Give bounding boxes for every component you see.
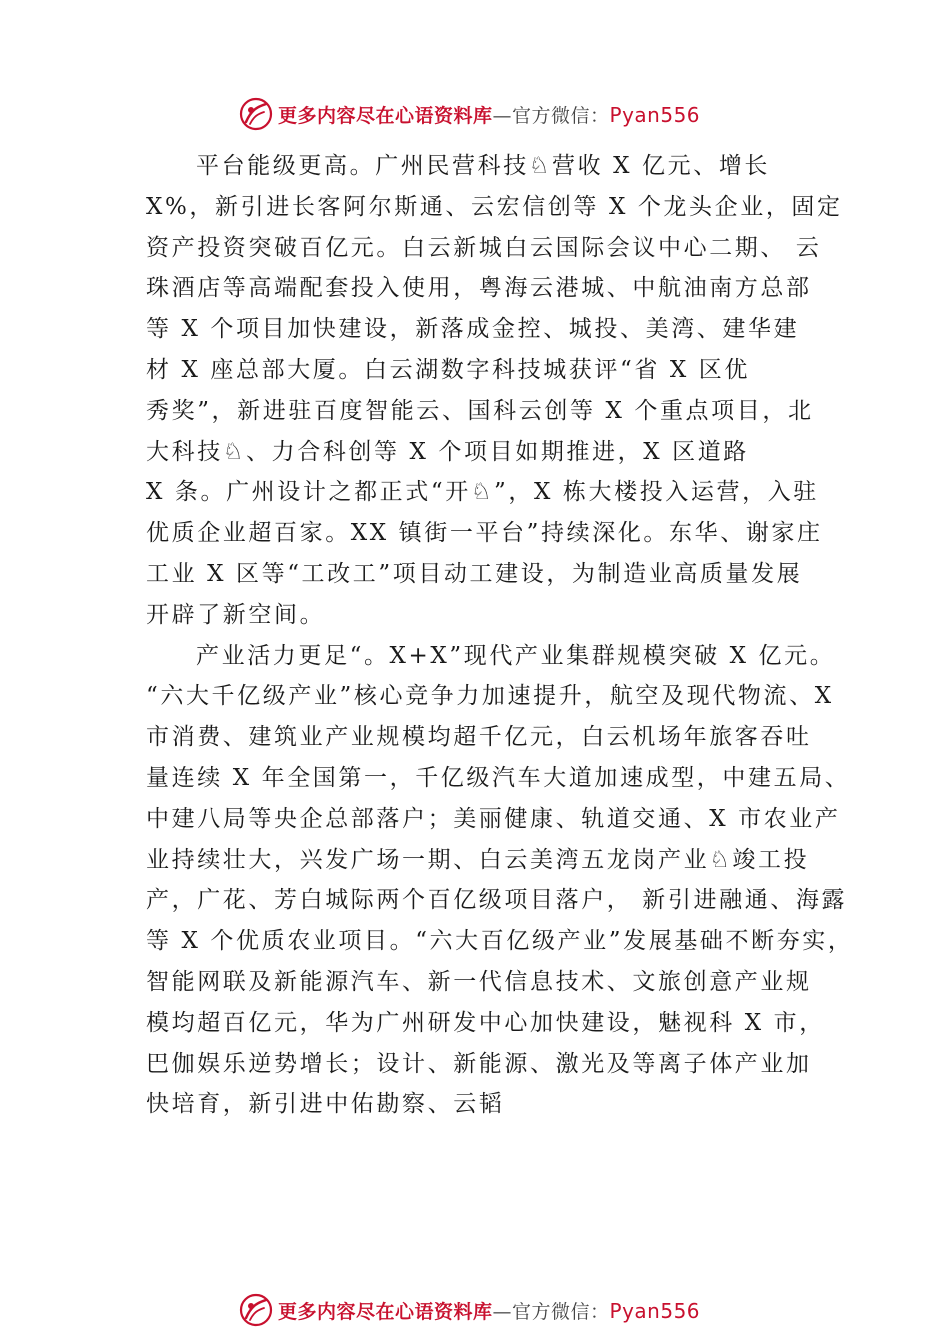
text-line: 中建八局等央企总部落户；美丽健康、轨道交通、X 市农业产 xyxy=(146,805,841,832)
paragraph-platform xyxy=(146,146,843,636)
text-line: 开辟了新空间。 xyxy=(146,601,326,628)
text-line: 平台能级更高。广州民营科技♘营收 X 亿元、增长 xyxy=(196,153,771,179)
text-line: X%，新引进长客阿尔斯通、云宏信创等 X 个龙头企业，固定 xyxy=(146,193,843,220)
watermark-wechat-id: Pyan556 xyxy=(609,1298,701,1323)
footer-watermark-banner xyxy=(238,1290,798,1330)
text-line: 智能网联及新能源汽车、新一代信息技术、文旅创意产业规 xyxy=(146,968,812,995)
text-line: 珠酒店等高端配套投入使用，粤海云港城、中航油南方总部 xyxy=(146,275,812,302)
text-line: 大科技♘、力合科创等 X 个项目如期推进，X 区道路 xyxy=(146,438,749,465)
text-line: 产，广花、芳白城际两个百亿级项目落户， 新引进融通、海露 xyxy=(146,887,848,914)
text-line: 模均超百亿元，华为广州研发中心加快建设，魅视科 X 市， xyxy=(146,1009,825,1036)
paragraph-industry xyxy=(146,636,854,1126)
document-body xyxy=(146,146,854,1125)
watermark-official: 官方微信： xyxy=(512,1300,610,1323)
text-line: 工业 X 区等“工改工”项目动工建设，为制造业高质量发展 xyxy=(146,560,803,587)
watermark-official: 官方微信： xyxy=(512,104,610,127)
text-line: 秀奖”，新进驻百度智能云、国科云创等 X 个重点项目，北 xyxy=(146,397,814,424)
text-line: 优质企业超百家。XX 镇街一平台”持续深化。东华、谢家庄 xyxy=(146,520,823,547)
watermark-text xyxy=(278,101,700,128)
text-line: “六大千亿级产业”核心竞争力加速提升，航空及现代物流、X xyxy=(146,683,834,710)
text-line: 业持续壮大，兴发广场一期、白云美湾五龙岗产业♘竣工投 xyxy=(146,846,810,873)
watermark-text xyxy=(278,1297,700,1324)
watermark-dash: — xyxy=(492,104,513,127)
text-line: 产业活力更足“。X+X”现代产业集群规模突破 X 亿元。 xyxy=(196,642,836,669)
text-line: 市消费、建筑业产业规模均超千亿元，白云机场年旅客吞吐 xyxy=(146,724,812,751)
text-line: 巴伽娱乐逆势增长；设计、新能源、激光及等离子体产业加 xyxy=(146,1050,812,1077)
text-line: 量连续 X 年全国第一，千亿级汽车大道加速成型，中建五局、 xyxy=(146,764,851,791)
text-line: X 条。广州设计之都正式“开♘”，X 栋大楼投入运营，入驻 xyxy=(146,479,819,506)
watermark-brand: 更多内容尽在心语资料库 xyxy=(278,104,493,127)
text-line: 等 X 个项目加快建设，新落成金控、城投、美湾、建华建 xyxy=(146,316,800,343)
text-line: 资产投资突破百亿元。白云新城白云国际会议中心二期、 云 xyxy=(146,234,822,261)
brand-logo-icon xyxy=(238,1292,274,1328)
watermark-wechat-id: Pyan556 xyxy=(609,102,701,127)
header-watermark-banner xyxy=(238,94,798,134)
brand-logo-icon xyxy=(238,96,274,132)
text-line: 材 X 座总部大厦。白云湖数字科技城获评“省 X 区优 xyxy=(146,356,750,383)
text-line: 等 X 个优质农业项目。“六大百亿级产业”发展基础不断夯实， xyxy=(146,928,854,955)
watermark-dash: — xyxy=(492,1300,513,1323)
watermark-brand: 更多内容尽在心语资料库 xyxy=(278,1300,493,1323)
text-line: 快培育，新引进中佑勘察、云韬 xyxy=(146,1091,505,1118)
